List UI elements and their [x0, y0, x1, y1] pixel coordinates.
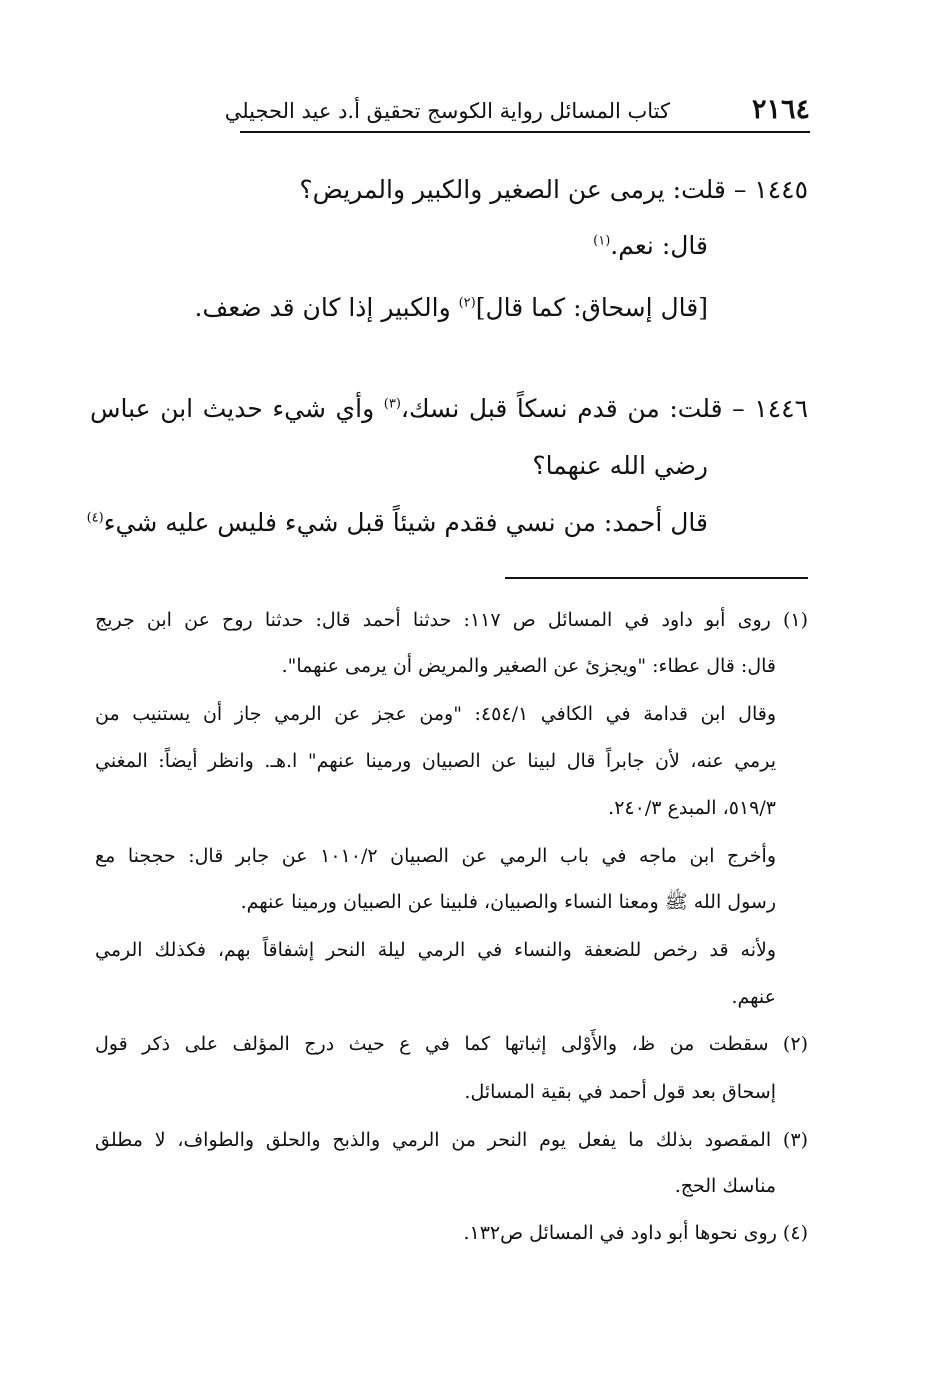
footnote-2-line-1: (٢) سقطت من ظ، والأَوْلى إثباتها كما في ع حيث درج المؤلف على ذكر قول: [95, 1033, 808, 1055]
page-header: [224, 92, 810, 132]
answer-text: قال: نعم.: [610, 231, 708, 260]
footnote-1-line-1: (١) روى أبو داود في المسائل ص ١١٧: حدثنا أحمد قال: حدثنا روح عن ابن جريج: [95, 609, 808, 631]
footnote-4-line-1: (٤) روى نحوها أبو داود في المسائل ص١٣٢.: [463, 1222, 808, 1244]
issue-1446-answer: [87, 503, 708, 543]
footnote-1-line-3: وقال ابن قدامة في الكافي ٤٥٤/١: "ومن عجز عن الرمي جاز أن يستنيب من: [95, 703, 776, 725]
issue-1445-question: ١٤٤٥ – قلت: يرمى عن الصغير والكبير والمريض؟: [299, 175, 808, 204]
issue-1446-question-cont: رضي الله عنهما؟: [532, 451, 708, 480]
footnote-ref-2[interactable]: (٢): [458, 295, 476, 311]
ahmad-answer-text: قال أحمد: من نسي فقدم شيئاً قبل شيء فليس عليه شيء: [103, 508, 708, 537]
page-number: ٢١٦٤: [751, 94, 810, 125]
footnote-3-line-2: مناسك الحج.: [674, 1175, 776, 1197]
question-text-b: وأي شيء حديث ابن عباس: [90, 394, 384, 423]
footnote-3-line-1: (٣) المقصود بذلك ما يفعل يوم النحر من الرمي والذبح والحلق والطواف، لا مطلق: [95, 1129, 808, 1151]
header-divider: [240, 131, 810, 133]
footnote-ref-4[interactable]: (٤): [86, 510, 104, 526]
ishaq-rest-text: والكبير إذا كان قد ضعف.: [194, 293, 459, 322]
footnote-1-line-9: عنهم.: [731, 986, 776, 1008]
running-title: كتاب المسائل رواية الكوسج تحقيق أ.د عيد الحجيلي: [224, 99, 670, 123]
footnote-1-line-4: يرمي عنه، لأن جابراً قال لبينا عن الصبيان ورمينا عنهم" ا.هـ. وانظر أيضاً: المغني: [95, 750, 777, 772]
footnote-ref-1[interactable]: (١): [593, 233, 611, 249]
issue-1445-answer: [593, 226, 708, 266]
footnote-1-line-5: ٥١٩/٣، المبدع ٢٤٠/٣.: [608, 797, 776, 819]
footnote-2-line-2: إسحاق بعد قول أحمد في بقية المسائل.: [464, 1081, 776, 1103]
issue-1445-ishaq: [194, 288, 708, 328]
footnote-divider: [505, 577, 808, 579]
footnote-1-line-7: رسول الله ﷺ ومعنا النساء والصبيان، فلبينا عن الصبيان ورمينا عنهم.: [240, 891, 776, 913]
footnote-1-line-8: ولأنه قد رخص للضعفة والنساء في الرمي ليلة النحر إشفاقاً بهم، فكذلك الرمي: [95, 939, 776, 961]
footnote-ref-3[interactable]: (٣): [383, 396, 401, 412]
question-text-a: ١٤٤٦ – قلت: من قدم نسكاً قبل نسك،: [400, 394, 808, 423]
footnote-1-line-2: قال: قال عطاء: "ويجزئ عن الصغير والمريض أن يرمى عنهما".: [281, 655, 776, 677]
footnote-1-line-6: وأخرج ابن ماجه في باب الرمي عن الصبيان ١٠١٠/٢ عن جابر قال: حججنا مع: [95, 845, 776, 867]
issue-1446-question: [90, 389, 808, 429]
ishaq-bracket-text: [قال إسحاق: كما قال]: [475, 293, 708, 322]
